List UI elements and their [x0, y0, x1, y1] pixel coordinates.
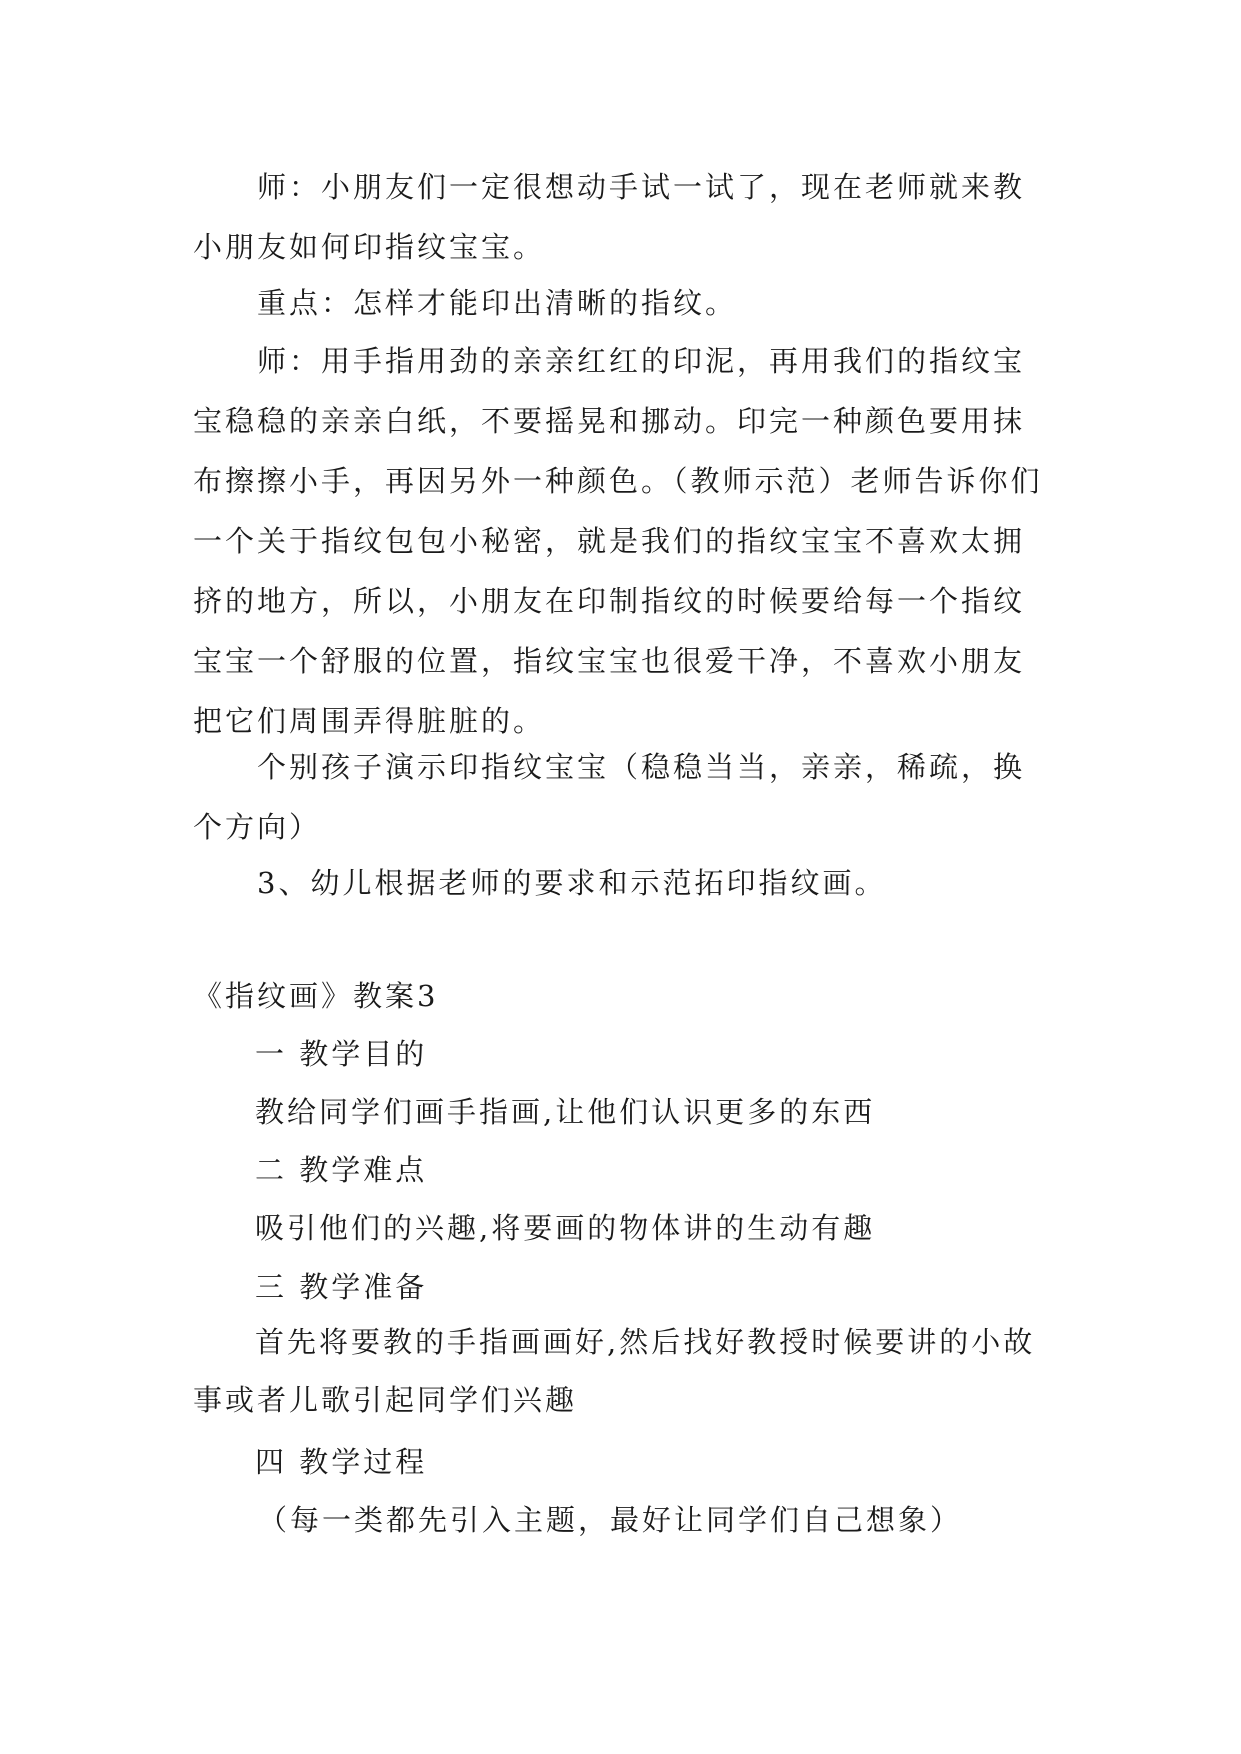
body-teaching-process: （每一类都先引入主题，最好让同学们自己想象） [258, 1503, 963, 1537]
paragraph-child-demo: 个别孩子演示印指纹宝宝（稳稳当当，亲亲，稀疏，换个方向） [193, 750, 1026, 844]
body-teaching-difficulty: 吸引他们的兴趣,将要画的物体讲的生动有趣 [255, 1211, 876, 1245]
section-title: 《指纹画》教案3 [193, 979, 439, 1013]
body-teaching-preparation: 首先将要教的手指画画好,然后找好教授时候要讲的小故事或者儿歌引起同学们兴趣 [193, 1325, 1036, 1417]
paragraph-teacher-demo: 师：用手指用劲的亲亲红红的印泥，再用我们的指纹宝宝稳稳的亲亲白纸，不要摇晃和挪动。印完一种颜色要用抹布擦擦小手，再因另外一种颜色。（教师示范）老师告诉你们一个关于指纹包包小秘密，就是我们的指纹宝宝不喜欢太拥挤的地方，所以，小朋友在印制指纹的时候要给每一个指纹宝宝一个舒服的位置，指纹宝宝也很爱干净，不喜欢小朋友把它们周围弄得脏脏的。 [193, 344, 1043, 738]
body-teaching-goal: 教给同学们画手指画,让他们认识更多的东西 [255, 1095, 876, 1129]
paragraph-key-point: 重点：怎样才能印出清晰的指纹。 [257, 286, 738, 320]
heading-teaching-process: 四 教学过程 [255, 1445, 428, 1479]
heading-teaching-goal: 一 教学目的 [255, 1037, 428, 1071]
heading-teaching-difficulty: 二 教学难点 [255, 1153, 428, 1187]
heading-teaching-preparation: 三 教学准备 [255, 1270, 428, 1304]
paragraph-step-3: 3、幼儿根据老师的要求和示范拓印指纹画。 [257, 866, 887, 900]
paragraph-teacher-intro: 师：小朋友们一定很想动手试一试了，现在老师就来教小朋友如何印指纹宝宝。 [193, 170, 1026, 264]
